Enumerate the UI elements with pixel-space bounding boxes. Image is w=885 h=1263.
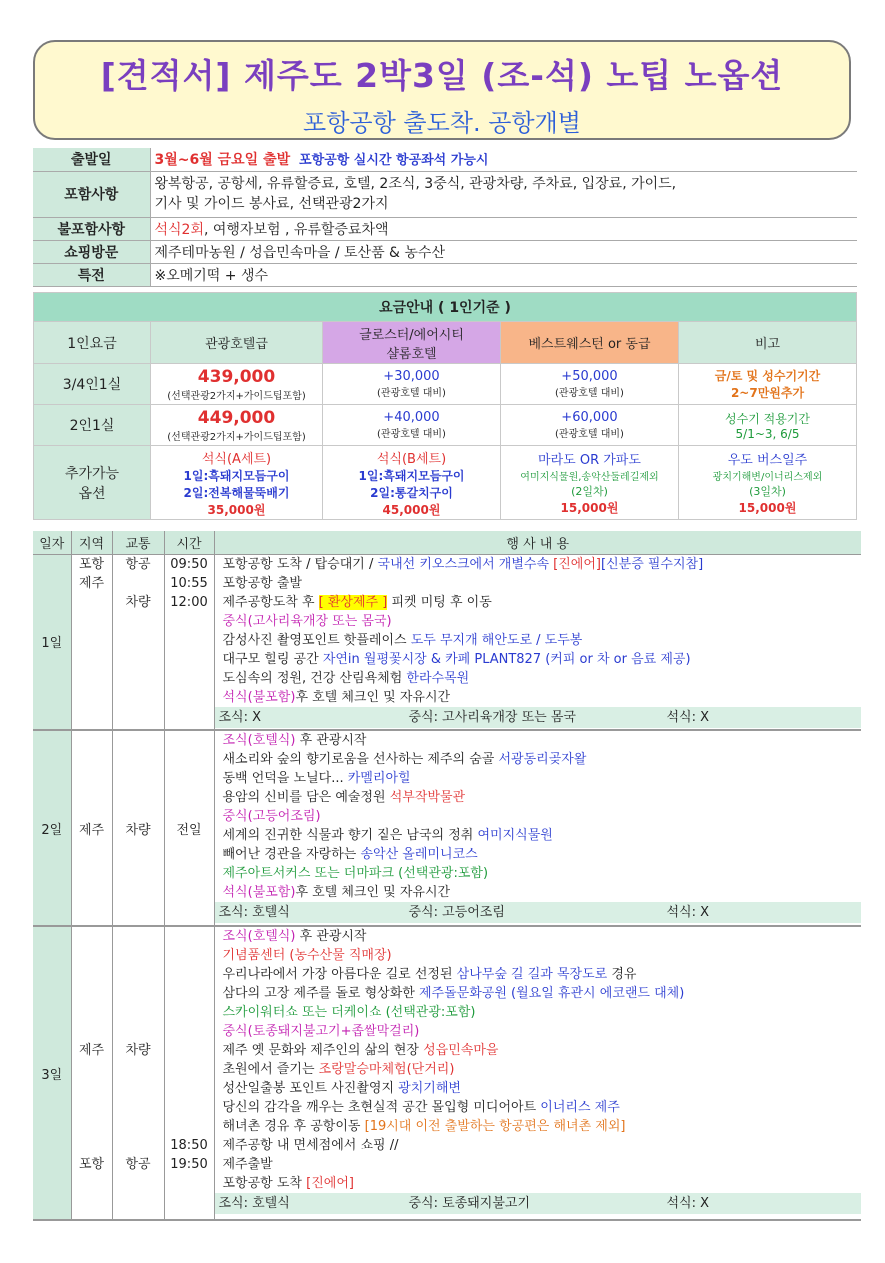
activity-line: 중식(고등어조림) xyxy=(222,809,321,824)
activity-line xyxy=(223,593,862,612)
note-line: 금/토 및 성수기기간 xyxy=(714,369,821,383)
price-header: 요금안내 ( 1인기준 ) xyxy=(34,293,857,322)
transport: 차량 xyxy=(125,1043,151,1058)
text: 도심속의 정원, 건강 산림욕체험 xyxy=(222,670,407,686)
info-row xyxy=(33,171,857,217)
region: 제주 xyxy=(78,575,105,591)
text: 국내선 키오스크에서 개별수속 xyxy=(377,556,554,572)
page-title: [견적서] 제주도 2박3일 (조-석) 노팁 노옵션 xyxy=(100,56,784,95)
time: 18:50 xyxy=(170,1138,208,1153)
price-col-note: 비고 xyxy=(679,322,857,364)
price-value: +30,000 xyxy=(383,369,440,384)
option-a xyxy=(151,446,323,520)
text: 삼다의 고장 제주를 돌로 형상화한 xyxy=(222,986,419,1001)
activity-cell xyxy=(214,730,861,926)
price-sub: (선택관광2가지+가이드팁포함) xyxy=(167,390,306,402)
text: 자연in 월평꽃시장 & 카페 PLANT827 (커피 or 차 or 음료 제공) xyxy=(322,651,691,667)
text: 초원에서 즐기는 xyxy=(222,1062,319,1077)
text: 후 관광시작 xyxy=(295,929,367,944)
note-line: 성수기 적용기간 xyxy=(725,411,810,426)
option-label xyxy=(34,446,151,520)
option-label-line: 추가가능 xyxy=(64,465,120,482)
info-value xyxy=(150,171,857,217)
info-value xyxy=(150,217,857,240)
region: 포항 xyxy=(78,556,105,572)
option-price: 35,000원 xyxy=(207,502,266,517)
col-day: 일자 xyxy=(33,531,71,554)
text: 카멜리아힐 xyxy=(347,771,411,786)
activity-line xyxy=(223,731,862,750)
price-sub: (관광호텔 대비) xyxy=(377,388,446,399)
meal-dinner: 석식: X xyxy=(666,905,710,920)
col-transport: 교통 xyxy=(112,531,164,554)
price-value: +40,000 xyxy=(383,410,440,425)
text: 제주공항도착 후 xyxy=(222,594,319,610)
option-line: 광치기해변/이너리스제외 xyxy=(712,472,823,483)
region-cell xyxy=(71,926,112,1220)
text: 삼나무숲 길 길과 목장도로 xyxy=(456,967,608,982)
col-activity: 행 사 내 용 xyxy=(214,531,861,554)
transport: 항공 xyxy=(125,1157,151,1172)
includes-line1: 왕복항공, 공항세, 유류할증료, 호텔, 2조식, 3중식, 관광차량, 주차료, 입장료, 가이드, xyxy=(154,176,677,192)
text: 석식(불포함) xyxy=(222,689,296,705)
price-col-gloster xyxy=(323,322,501,364)
text: 포항공항 도착 / 탑승대기 / xyxy=(222,556,378,572)
meal-lunch: 중식: 고사리육개장 또는 몸국 xyxy=(408,709,576,725)
price-note xyxy=(679,405,857,446)
activity-line: 제주아트서커스 또는 더마파크 (선택관광:포함) xyxy=(222,866,489,881)
option-line: (2일차) xyxy=(571,485,608,498)
activity-line xyxy=(223,650,862,669)
time-cell xyxy=(164,926,214,1220)
activity-line xyxy=(223,927,862,946)
text: 여미지식물원 xyxy=(477,828,553,843)
activity-line xyxy=(223,1060,862,1079)
excludes-rest: , 여행자보험 , 유류할증료차액 xyxy=(203,221,389,238)
day-cell: 2일 xyxy=(33,730,71,926)
info-table xyxy=(33,148,857,287)
text: 경유 xyxy=(607,967,637,982)
info-value: ※오메기떡 + 생수 xyxy=(150,263,857,286)
time: 09:50 xyxy=(170,556,208,572)
text: 감성사진 촬영포인트 핫플레이스 xyxy=(222,632,411,648)
time-cell: 전일 xyxy=(164,730,214,926)
transport xyxy=(113,574,164,593)
region: 제주 xyxy=(78,1043,105,1058)
info-value: 제주테마농원 / 성읍민속마을 / 토산품 & 농수산 xyxy=(150,240,857,263)
activity-line xyxy=(223,826,862,845)
day-cell: 1일 xyxy=(33,554,71,730)
note-line: 2~7만원추가 xyxy=(730,386,805,400)
option-price: 15,000원 xyxy=(560,501,619,515)
activity-line xyxy=(223,555,862,574)
text: 광치기해변 xyxy=(398,1081,461,1096)
activity-line xyxy=(223,1098,862,1117)
text: 제주돌문화공원 (월요일 휴관시 에코랜드 대체) xyxy=(418,986,685,1001)
row-label: 2인1실 xyxy=(34,405,151,446)
option-line: 1일:흑돼지모듬구이 xyxy=(183,468,290,483)
day-cell: 3일 xyxy=(33,926,71,1220)
activity-line xyxy=(223,984,862,1003)
activity-line xyxy=(223,788,862,807)
text: 조랑말승마체험(단거리) xyxy=(318,1062,455,1077)
time: 10:55 xyxy=(170,575,208,591)
info-label: 포함사항 xyxy=(33,171,150,217)
price-cell xyxy=(151,405,323,446)
note-line: 5/1~3, 6/5 xyxy=(735,426,800,441)
option-title: 석식(B세트) xyxy=(376,451,447,467)
text: 성산일출봉 포인트 사진촬영지 xyxy=(222,1081,399,1096)
text: [19시대 이전 출발하는 항공편은 해녀촌 제외] xyxy=(364,1119,626,1134)
option-label-line: 옵션 xyxy=(78,485,106,502)
activity-line xyxy=(223,1079,862,1098)
col-region: 지역 xyxy=(71,531,112,554)
activity-line xyxy=(223,669,862,688)
price-table xyxy=(33,292,857,520)
text: 서광동리곶자왈 xyxy=(498,752,587,767)
text: 도두 무지개 해안도로 / 도두봉 xyxy=(410,632,583,648)
meal-row xyxy=(215,1193,862,1214)
activity-line xyxy=(223,1117,862,1136)
price-col-bestwestern: 베스트웨스턴 or 동급 xyxy=(501,322,679,364)
gloster-line1: 글로스터/에어시티 xyxy=(359,327,464,343)
info-label: 출발일 xyxy=(33,148,150,171)
price-cell xyxy=(323,364,501,405)
text: 제주 옛 문화와 제주인의 삶의 현장 xyxy=(222,1043,424,1058)
price-note xyxy=(679,364,857,405)
meal-row xyxy=(215,707,862,728)
option-title: 우도 버스일주 xyxy=(727,453,808,468)
price-value: +50,000 xyxy=(561,369,618,384)
activity-line xyxy=(223,965,862,984)
info-row xyxy=(33,240,857,263)
text: [진에어] xyxy=(306,1176,354,1191)
info-label: 쇼핑방문 xyxy=(33,240,150,263)
price-sub: (관광호텔 대비) xyxy=(377,429,446,440)
text: 송악산 올레미니코스 xyxy=(360,847,478,862)
activity-line: 기념품센터 (농수산물 직매장) xyxy=(222,948,392,963)
activity-line xyxy=(223,1174,862,1193)
text: 피켓 미팅 후 이동 xyxy=(387,594,492,610)
meal-dinner: 석식: X xyxy=(666,1196,710,1211)
transport-cell xyxy=(112,554,164,730)
text: 후 호텔 체크인 및 자유시간 xyxy=(295,689,451,705)
activity-line: 제주공항 내 면세점에서 쇼핑 // xyxy=(222,1138,399,1153)
departure-note: 포항공항 실시간 항공좌석 가능시 xyxy=(299,153,489,169)
activity-line xyxy=(223,750,862,769)
activity-line xyxy=(223,1041,862,1060)
activity-line: 중식(토종돼지불고기+좁쌀막걸리) xyxy=(222,1024,420,1039)
info-row xyxy=(33,263,857,286)
option-b xyxy=(323,446,501,520)
option-line: 2일:전복해물뚝배기 xyxy=(183,485,290,500)
text: 성읍민속마을 xyxy=(423,1043,499,1058)
picket-highlight: [ 환상제주 ] xyxy=(318,594,388,610)
activity-line: 포항공항 출발 xyxy=(222,575,302,591)
option-title: 석식(A세트) xyxy=(201,451,272,467)
meal-dinner: 석식: X xyxy=(666,709,710,725)
schedule-table xyxy=(33,531,861,1221)
text: 당신의 감각을 깨우는 초현실적 공간 몰입형 미디어아트 xyxy=(222,1100,541,1115)
col-time: 시간 xyxy=(164,531,214,554)
time: 19:50 xyxy=(170,1157,208,1172)
option-title: 마라도 OR 가파도 xyxy=(538,453,641,468)
text: 새소리와 숲의 향기로움을 선사하는 제주의 숨골 xyxy=(222,752,499,767)
option-price: 15,000원 xyxy=(738,501,797,515)
text: 후 관광시작 xyxy=(295,733,367,748)
option-line: 2일:통갈치구이 xyxy=(370,485,453,500)
info-row xyxy=(33,148,857,171)
transport: 차량 xyxy=(125,594,151,610)
option-line: 여미지식물원,송악산둘레길제외 xyxy=(520,472,659,483)
option-line: 1일:흑돼지모듬구이 xyxy=(358,468,465,483)
transport-cell xyxy=(112,926,164,1220)
text: 세계의 진귀한 식물과 향기 짙은 남국의 정취 xyxy=(222,828,478,843)
text: 동백 언덕을 노닐다... xyxy=(222,771,348,786)
info-label: 특전 xyxy=(33,263,150,286)
price-cell xyxy=(501,405,679,446)
meal-lunch: 중식: 고등어조림 xyxy=(408,905,505,920)
text: 포항공항 도착 xyxy=(222,1176,307,1191)
price-cell xyxy=(323,405,501,446)
price-cell xyxy=(151,364,323,405)
text: 석부작박물관 xyxy=(389,790,466,805)
option-price: 45,000원 xyxy=(382,502,441,517)
departure-value: 3월~6월 금요일 출발 xyxy=(154,152,291,169)
text: 용암의 신비를 담은 예술정원 xyxy=(222,790,390,805)
text: 우리나라에서 가장 아름다운 길로 선정된 xyxy=(222,967,457,982)
price-sub: (관광호텔 대비) xyxy=(555,429,624,440)
text: 후 호텔 체크인 및 자유시간 xyxy=(295,885,451,900)
activity-line xyxy=(223,883,862,902)
price-sub: (관광호텔 대비) xyxy=(555,388,624,399)
title-box xyxy=(33,40,851,140)
info-value xyxy=(150,148,857,171)
text: 석식(불포함) xyxy=(222,885,296,900)
includes-line2: 기사 및 가이드 봉사료, 선택관광2가지 xyxy=(154,196,389,212)
excludes-dinner: 석식2회 xyxy=(154,221,204,238)
option-c xyxy=(501,446,679,520)
meal-breakfast: 조식: 호텔식 xyxy=(218,1196,290,1211)
text: 조식(호텔식) xyxy=(222,733,296,748)
activity-line: 제주출발 xyxy=(222,1157,273,1172)
transport-cell: 차량 xyxy=(112,730,164,926)
meal-breakfast: 조식: X xyxy=(218,709,262,725)
info-label: 불포함사항 xyxy=(33,217,150,240)
activity-line: 스카이워터쇼 또는 더케이쇼 (선택관광:포함) xyxy=(222,1005,476,1020)
price-cell xyxy=(501,364,679,405)
gloster-line2: 샬롬호텔 xyxy=(386,346,437,362)
text: [신분증 필수지참] xyxy=(601,556,704,572)
price-value: 449,000 xyxy=(197,407,276,428)
text: 대구모 힐링 공간 xyxy=(222,651,323,667)
text: [진에어] xyxy=(553,556,601,572)
row-label: 3/4인1실 xyxy=(34,364,151,405)
meal-breakfast: 조식: 호텔식 xyxy=(218,905,290,920)
meal-row xyxy=(215,902,862,923)
region: 포항 xyxy=(78,1157,105,1172)
region-cell xyxy=(71,554,112,730)
option-line: (3일차) xyxy=(749,485,786,498)
price-value: +60,000 xyxy=(561,410,618,425)
activity-line xyxy=(223,845,862,864)
activity-line xyxy=(223,688,862,707)
option-d xyxy=(679,446,857,520)
activity-line xyxy=(223,769,862,788)
time: 12:00 xyxy=(170,594,208,610)
page-subtitle: 포항공항 출도착. 공항개별 xyxy=(303,109,581,137)
meal-lunch: 중식: 토종돼지불고기 xyxy=(408,1196,531,1211)
text: 한라수목원 xyxy=(406,670,470,686)
text: 빼어난 경관을 자랑하는 xyxy=(222,847,361,862)
activity-line xyxy=(223,631,862,650)
text: 조식(호텔식) xyxy=(222,929,296,944)
time-cell xyxy=(164,554,214,730)
activity-line: 중식(고사리육개장 또는 몸국) xyxy=(222,613,392,629)
region-cell: 제주 xyxy=(71,730,112,926)
price-sub: (선택관광2가지+가이드팁포함) xyxy=(167,431,306,443)
price-col-label: 1인요금 xyxy=(34,322,151,364)
price-value: 439,000 xyxy=(197,366,276,387)
text: 이너리스 제주 xyxy=(540,1100,620,1115)
info-row xyxy=(33,217,857,240)
price-col-hotel: 관광호텔급 xyxy=(151,322,323,364)
transport: 항공 xyxy=(125,556,151,572)
text: 해녀촌 경유 후 공항이동 xyxy=(222,1119,365,1134)
activity-cell xyxy=(214,926,861,1220)
activity-cell xyxy=(214,554,861,730)
